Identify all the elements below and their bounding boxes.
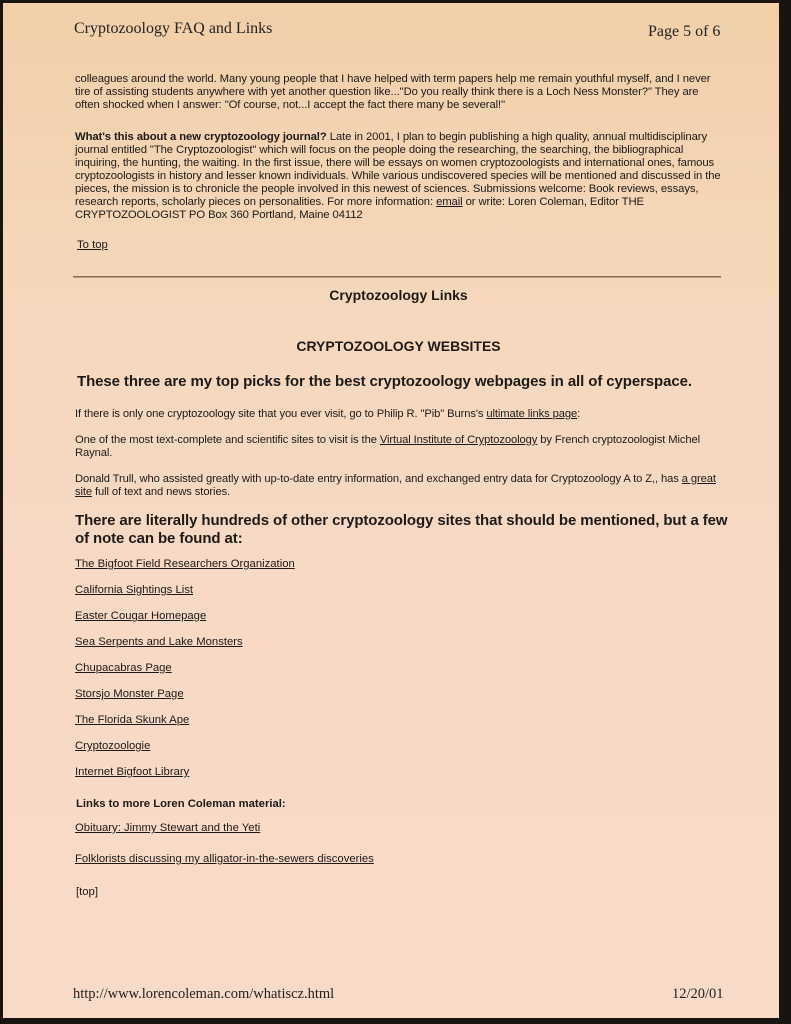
virtual-institute-link[interactable]: Virtual Institute of Cryptozoology: [379, 434, 538, 446]
document-page: [3, 3, 779, 1018]
ultimate-links-page-link[interactable]: ultimate links page: [486, 408, 578, 420]
email-link[interactable]: email: [436, 196, 463, 208]
footer-date: 12/20/01: [672, 986, 724, 1002]
page-number: Page 5 of 6: [648, 23, 721, 40]
pick-2-text: One of the most text-complete and scientific sites to visit is the: [75, 434, 380, 446]
link-easter-cougar[interactable]: Easter Cougar Homepage: [75, 610, 207, 622]
pick-1: [75, 408, 725, 421]
pick-3-text: Donald Trull, who assisted greatly with up-to-date entry information, and exchanged entry data for Cryptozoology A to Z,, has: [75, 473, 682, 485]
pick-1-suffix: :: [577, 408, 581, 420]
link-internet-bigfoot-library[interactable]: Internet Bigfoot Library: [75, 766, 190, 778]
link-sea-serpents[interactable]: Sea Serpents and Lake Monsters: [75, 636, 243, 648]
link-chupacabras[interactable]: Chupacabras Page: [75, 662, 172, 674]
top-link[interactable]: [top]: [76, 886, 98, 898]
top-picks-heading: These three are my top picks for the best cryptozoology webpages in all of cyperspace.: [77, 373, 692, 390]
pick-3: [75, 473, 725, 499]
hundreds-heading: There are literally hundreds of other cryptozoology sites that should be mentioned, but a few of note can be found at:: [75, 512, 728, 547]
link-california-sightings[interactable]: California Sightings List: [75, 584, 194, 596]
websites-title: CRYPTOZOOLOGY WEBSITES: [296, 338, 501, 354]
journal-address: or write: Loren Coleman, Editor THE CRYPTOZOOLOGIST PO Box 360 Portland, Maine 04112: [75, 196, 644, 221]
to-top-link[interactable]: To top: [77, 239, 108, 251]
link-storsjo-monster[interactable]: Storsjo Monster Page: [75, 688, 184, 700]
footer-url: http://www.lorencoleman.com/whatiscz.html: [73, 986, 335, 1002]
link-bigfoot-field-researchers[interactable]: The Bigfoot Field Researchers Organization: [75, 558, 295, 570]
link-folklorists-alligator[interactable]: Folklorists discussing my alligator-in-the-sewers discoveries: [75, 853, 374, 865]
horizontal-rule: [73, 276, 721, 278]
section-title: Cryptozoology Links: [329, 287, 468, 303]
link-obituary-jimmy-stewart[interactable]: Obituary: Jimmy Stewart and the Yeti: [75, 822, 261, 834]
great-site-link[interactable]: a great site: [75, 473, 716, 498]
pick-2: [75, 434, 725, 460]
journal-paragraph: [75, 131, 725, 222]
intro-paragraph: colleagues around the world. Many young people that I have helped with term papers help me remain youthful myself, and I never tire of assisting students anywhere with yet another question like..."Do you really think there is a Loch Ness Monster?" They are often shocked when I answer: "Of course, not...I accept the fact there many be several!": [75, 73, 711, 111]
pick-2-suffix: by French cryptozoologist Michel Raynal.: [75, 434, 701, 459]
pick-1-text: If there is only one cryptozoology site that you ever visit, go to Philip R. "Pib" Burns's: [75, 408, 487, 420]
link-florida-skunk-ape[interactable]: The Florida Skunk Ape: [75, 714, 190, 726]
pick-3-suffix: full of text and news stories.: [92, 486, 231, 498]
link-cryptozoologie[interactable]: Cryptozoologie: [75, 740, 151, 752]
journal-text: Late in 2001, I plan to begin publishing a high quality, annual multidisciplinary journal entitled "The Cryptozoologist" which will focus on the people doing the researching, the searching, the bibliographical inquiring, the hunting, the waiting. In the first issue, there will be essays on women cryptozoologists and international ones, famous cryptozoologists in history and lesser known individuals. While various undiscovered species will be mentioned and discussed in the pieces, the mission is to chronicle the people involved in this newest of sciences. Submissions welcome: Book reviews, essays, research reports, scholarly pieces on personalities. For more information:: [75, 131, 721, 208]
header-title: Cryptozoology FAQ and Links: [74, 20, 273, 37]
more-material-heading: Links to more Loren Coleman material:: [76, 798, 286, 810]
journal-question: What's this about a new cryptozoology journal?: [75, 131, 327, 143]
